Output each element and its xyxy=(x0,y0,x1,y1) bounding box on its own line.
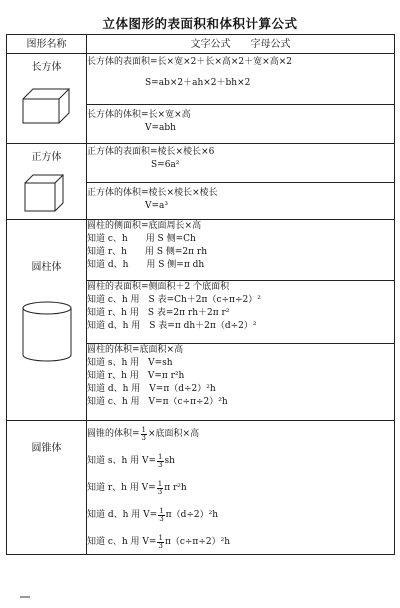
cube-name: 正方体 xyxy=(31,152,62,163)
cylinder-shape-cell xyxy=(7,220,87,421)
cylinder-volume-line-1: 圆柱的体积=底面积×高 xyxy=(87,345,184,355)
cube-volume-cell xyxy=(87,183,395,220)
cuboid-volume-cell xyxy=(87,105,395,144)
fraction-numerator: 1 xyxy=(157,479,163,488)
cylinder-lateral-line-2: 知道 c、h 用 S 侧=Ch xyxy=(87,234,196,244)
cylinder-volume-line-2: 知道 s、h 用 V=sh xyxy=(87,358,173,368)
cylinder-surface-line-2: 知道 c、h 用 S 表=Ch＋2π（c÷π÷2）² xyxy=(87,295,261,305)
cube-volume-letter: V=a³ xyxy=(145,201,169,211)
cylinder-volume-line-4: 知道 d、h 用 V=π（d÷2）²h xyxy=(87,384,216,394)
cone-row-sh-pre: 知道 s、h 用 V= xyxy=(87,455,157,466)
cuboid-volume-letter: V=abh xyxy=(145,123,176,133)
cylinder-volume-cell xyxy=(87,344,395,421)
header-shape-name: 图形名称 xyxy=(7,35,87,54)
cone-volume-cell xyxy=(87,421,395,555)
cube-surface-cell xyxy=(87,144,395,183)
cone-row-dh xyxy=(87,505,394,525)
one-third-fraction xyxy=(141,427,147,442)
cylinder-name: 圆柱体 xyxy=(31,262,62,273)
cone-row-sh xyxy=(87,451,394,471)
cylinder-surface-line-3: 知道 r、h 用 S 表=2π rh＋2π r² xyxy=(87,308,230,318)
cylinder-surface-line-1: 圆柱的表面积=侧面积＋2 个底面积 xyxy=(87,282,230,292)
one-third-fraction xyxy=(157,481,163,496)
cuboid-surface-cell xyxy=(87,54,395,105)
fraction-denominator: 3 xyxy=(158,460,163,469)
cylinder-lateral-row xyxy=(7,220,395,281)
cone-volume-heading xyxy=(87,424,394,444)
cube-icon xyxy=(19,171,75,215)
cone-row-dh-post: π（d÷2）²h xyxy=(165,509,219,520)
cube-shape-cell xyxy=(7,144,87,220)
header-formula: 文字公式 字母公式 xyxy=(87,35,395,54)
cylinder-volume-line-5: 知道 c、h 用 V=π（c÷π÷2）²h xyxy=(87,397,228,407)
cone-row-ch xyxy=(87,532,394,552)
cone-row-ch-pre: 知道 c、h 用 V= xyxy=(87,536,157,547)
page-title: 立体图形的表面积和体积计算公式 xyxy=(102,16,298,31)
cone-volume-heading-pre: 圆锥的体积= xyxy=(87,428,140,439)
cone-row-rh xyxy=(87,478,394,498)
table-header-row xyxy=(7,35,395,54)
fraction-numerator: 1 xyxy=(158,452,163,461)
cylinder-lateral-cell xyxy=(87,220,395,281)
cone-row-rh-pre: 知道 r、h 用 V= xyxy=(87,482,156,493)
one-third-fraction xyxy=(158,508,164,523)
cuboid-name: 长方体 xyxy=(31,62,62,73)
one-third-fraction xyxy=(157,535,163,550)
cube-volume-text: 正方体的体积=棱长×棱长×棱长 xyxy=(87,188,218,198)
cone-row-dh-pre: 知道 d、h 用 V= xyxy=(87,509,158,520)
cone-shape-cell xyxy=(7,421,87,555)
formula-table xyxy=(6,34,395,555)
cylinder-surface-cell xyxy=(87,281,395,344)
cone-volume-heading-post: ×底面积×高 xyxy=(148,428,200,439)
cylinder-lateral-line-1: 圆柱的侧面积=底面周长×高 xyxy=(87,221,202,231)
cone-volume-row xyxy=(7,421,395,555)
fraction-numerator: 1 xyxy=(159,506,164,515)
cylinder-lateral-line-4: 知道 d、h 用 S 侧=π dh xyxy=(87,260,205,270)
page-edge-mark xyxy=(20,596,30,598)
cylinder-lateral-line-3: 知道 r、h 用 S 侧=2π rh xyxy=(87,247,207,257)
fraction-numerator: 1 xyxy=(158,533,163,542)
cone-row-ch-post: π（c÷π÷2）²h xyxy=(164,536,231,547)
cube-surface-row xyxy=(7,144,395,183)
fraction-denominator: 3 xyxy=(157,487,163,496)
fraction-numerator: 1 xyxy=(141,425,147,434)
fraction-denominator: 3 xyxy=(159,514,164,523)
cuboid-surface-text: 长方体的表面积=长×宽×2＋长×高×2＋宽×高×2 xyxy=(87,57,292,67)
cube-surface-text: 正方体的表面积=棱长×棱长×6 xyxy=(87,147,215,157)
cuboid-surface-letter: S=ab×2＋ah×2＋bh×2 xyxy=(145,78,251,88)
fraction-denominator: 3 xyxy=(141,433,147,442)
cone-name: 圆锥体 xyxy=(31,443,62,454)
cylinder-surface-line-4: 知道 d、h 用 S 表=π dh＋2π（d÷2）² xyxy=(87,321,257,331)
cuboid-icon xyxy=(17,85,77,129)
cylinder-volume-line-3: 知道 r、h 用 V=π r²h xyxy=(87,371,185,381)
cylinder-icon xyxy=(17,299,77,365)
cube-surface-letter: S=6a² xyxy=(151,160,180,170)
cone-row-rh-post: π r²h xyxy=(164,482,187,493)
cone-row-sh-post: sh xyxy=(164,455,175,466)
one-third-fraction xyxy=(157,454,163,469)
cuboid-volume-text: 长方体的体积=长×宽×高 xyxy=(87,110,191,120)
fraction-denominator: 3 xyxy=(158,541,163,550)
cuboid-surface-row xyxy=(7,54,395,105)
cuboid-shape-cell xyxy=(7,54,87,144)
